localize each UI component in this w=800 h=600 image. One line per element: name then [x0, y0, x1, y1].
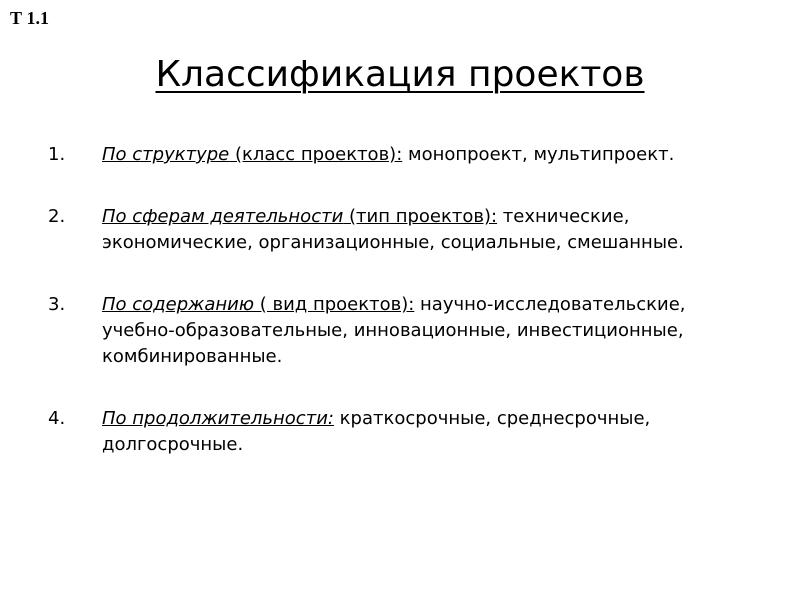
list-item — [0, 406, 800, 458]
item-text: монопроект, мультипроект. — [402, 144, 675, 165]
item-heading: По структуре — [102, 144, 230, 165]
item-number: 1. — [48, 144, 66, 165]
list-item — [0, 142, 800, 168]
item-text: научно-исследовательские, учебно-образовательные, инновационные, инвестиционные, комбинированные. — [102, 294, 686, 367]
item-heading: По сферам деятельности — [102, 206, 344, 227]
item-text: краткосрочные, среднесрочные, долгосрочные. — [102, 408, 651, 455]
item-qualifier: (тип проектов): — [343, 206, 498, 227]
item-number: 4. — [48, 408, 66, 429]
item-qualifier: ( вид проектов): — [254, 294, 415, 315]
list-item — [0, 204, 800, 256]
slide-number: Т 1.1 — [10, 8, 50, 28]
item-qualifier: (класс проектов): — [229, 144, 403, 165]
list-item — [0, 292, 800, 370]
item-heading: По содержанию — [102, 294, 254, 315]
classification-list — [0, 142, 800, 494]
item-number: 3. — [48, 294, 66, 315]
item-text: технические, экономические, организационные, социальные, смешанные. — [102, 206, 684, 253]
slide-title: Классификация проектов — [155, 54, 645, 95]
item-number: 2. — [48, 206, 66, 227]
item-heading: По продолжительности: — [102, 408, 334, 429]
